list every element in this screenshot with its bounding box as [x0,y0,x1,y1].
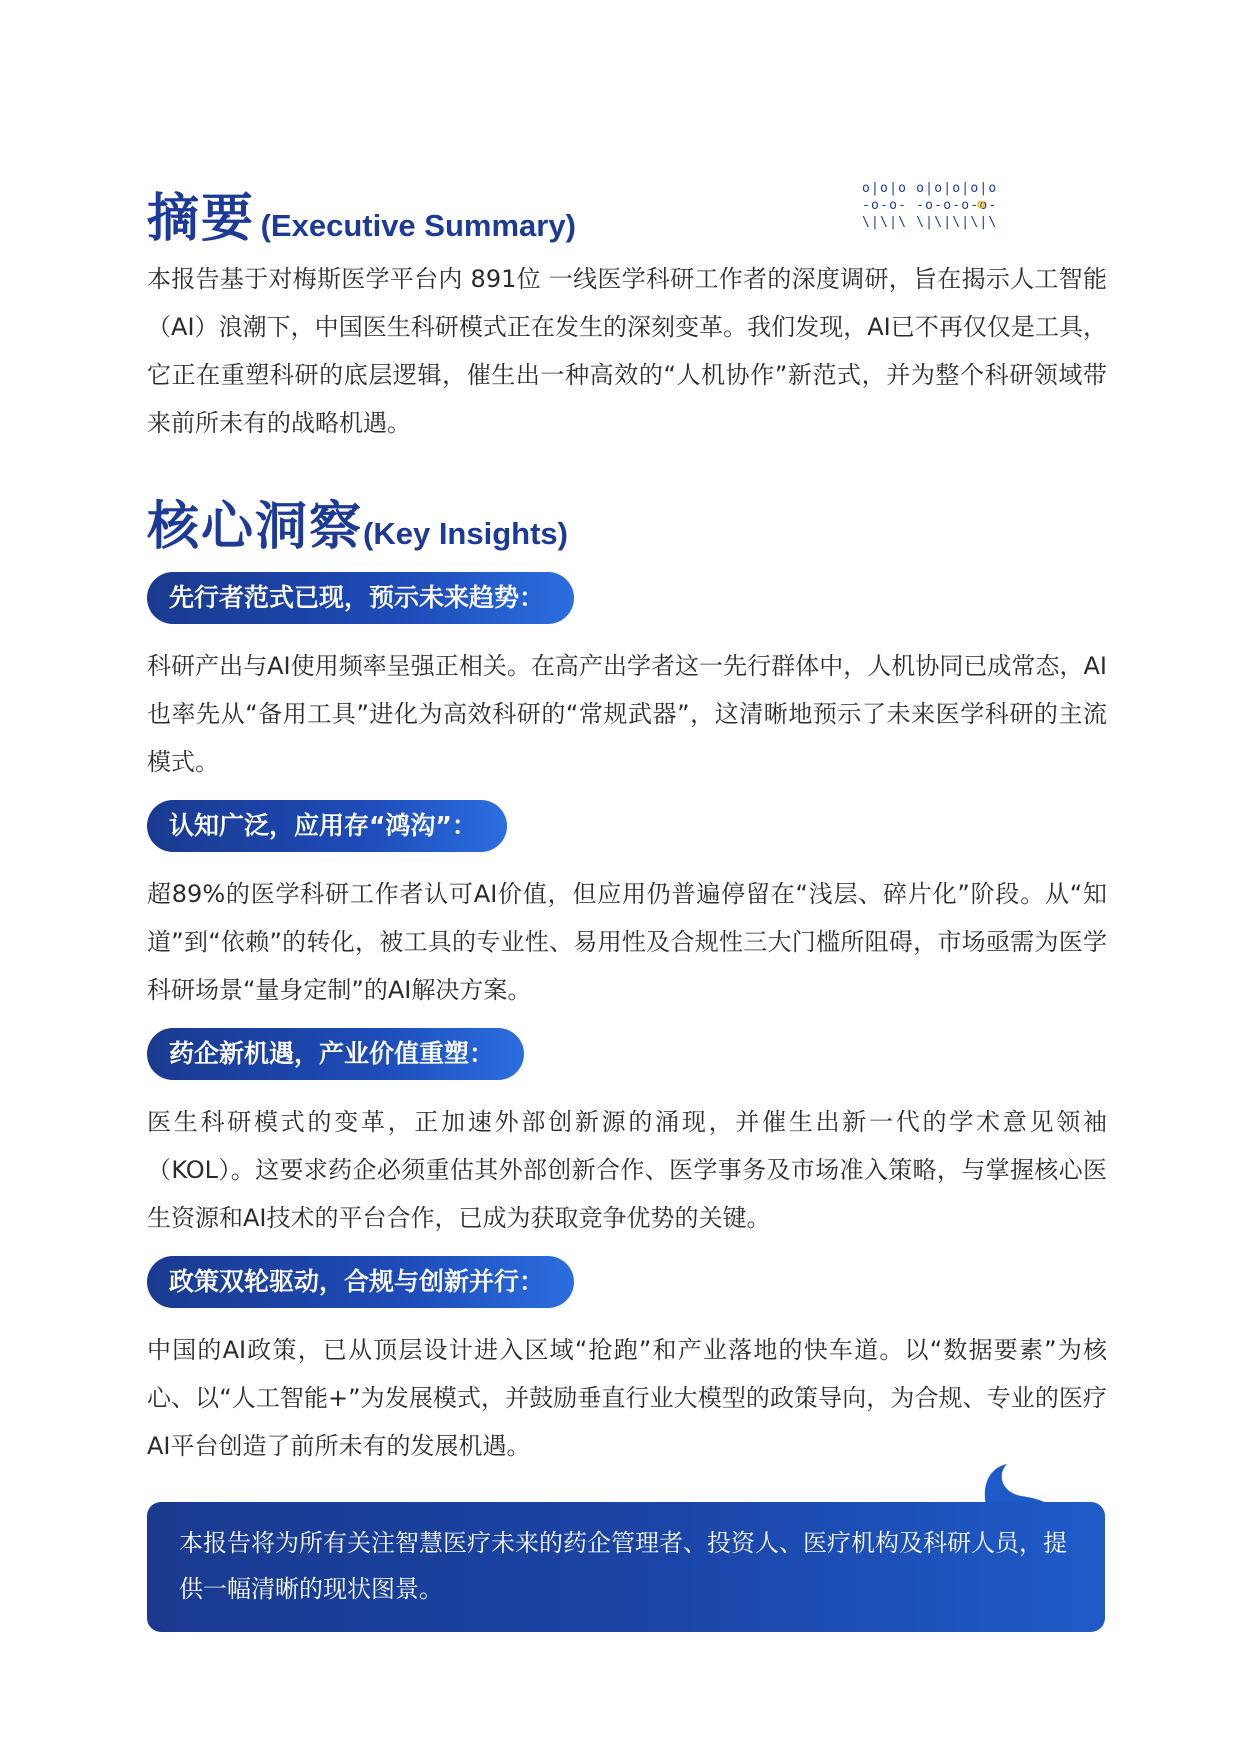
binary-row-1: o|o|o o|o|o|o|o [862,181,998,196]
insight-3-heading: 药企新机遇，产业价值重塑： [147,1028,524,1080]
insight-4-body: 中国的AI政策，已从顶层设计进入区域“抢跑”和产业落地的快车道。以“数据要素”为核心、以“人工智能+”为发展模式，并鼓励垂直行业大模型的政策导向，为合规、专业的医疗AI平台创造了前所未有的发展机遇。 [147,1336,1107,1460]
insights-title-en: (Key Insights) [363,516,568,551]
callout-box [147,1462,1105,1632]
summary-heading [147,176,576,251]
binary-row-3: \|\|\ \|\|\|\|\ [862,215,998,230]
insight-2-body: 超89%的医学科研工作者认可AI价值，但应用仍普遍停留在“浅层、碎片化”阶段。从“知道”到“依赖”的转化，被工具的专业性、易用性及合规性三大门槛所阻碍，市场亟需为医学科研场景“量身定制”的AI解决方案。 [147,880,1107,1004]
callout-text: 本报告将为所有关注智慧医疗未来的药企管理者、投资人、医疗机构及科研人员，提供一幅清晰的现状图景。 [179,1529,1067,1603]
insight-2-heading: 认知广泛，应用存“鸿沟”： [147,800,507,852]
insight-3-body: 医生科研模式的变革，正加速外部创新源的涌现，并催生出新一代的学术意见领袖（KOL）。这要求药企必须重估其外部创新合作、医学事务及市场准入策略，与掌握核心医生资源和AI技术的平台合作，已成为获取竞争优势的关键。 [147,1108,1107,1232]
summary-title-en: (Executive Summary) [260,208,576,243]
binary-code-decoration [862,180,1092,230]
insight-4-heading: 政策双轮驱动，合规与创新并行： [147,1256,574,1308]
binary-row-2: -o-o- -o-o-o-o- [862,198,998,213]
insight-1-body: 科研产出与AI使用频率呈强正相关。在高产出学者这一先行群体中，人机协同已成常态，AI也率先从“备用工具”进化为高效科研的“常规武器”，这清晰地预示了未来医学科研的主流模式。 [147,652,1107,776]
insights-title-cn: 核心洞察 [147,497,364,557]
summary-title-cn: 摘要 [147,189,256,249]
summary-paragraph: 本报告基于对梅斯医学平台内 891位 一线医学科研工作者的深度调研，旨在揭示人工智能（AI）浪潮下，中国医生科研模式正在发生的深刻变革。我们发现，AI已不再仅仅是工具，它正在重塑科研的底层逻辑，催生出一种高效的“人机协作”新范式，并为整个科研领域带来前所未有的战略机遇。 [147,265,1107,437]
insights-heading [147,484,568,559]
insight-1-heading: 先行者范式已现，预示未来趋势： [147,572,574,624]
